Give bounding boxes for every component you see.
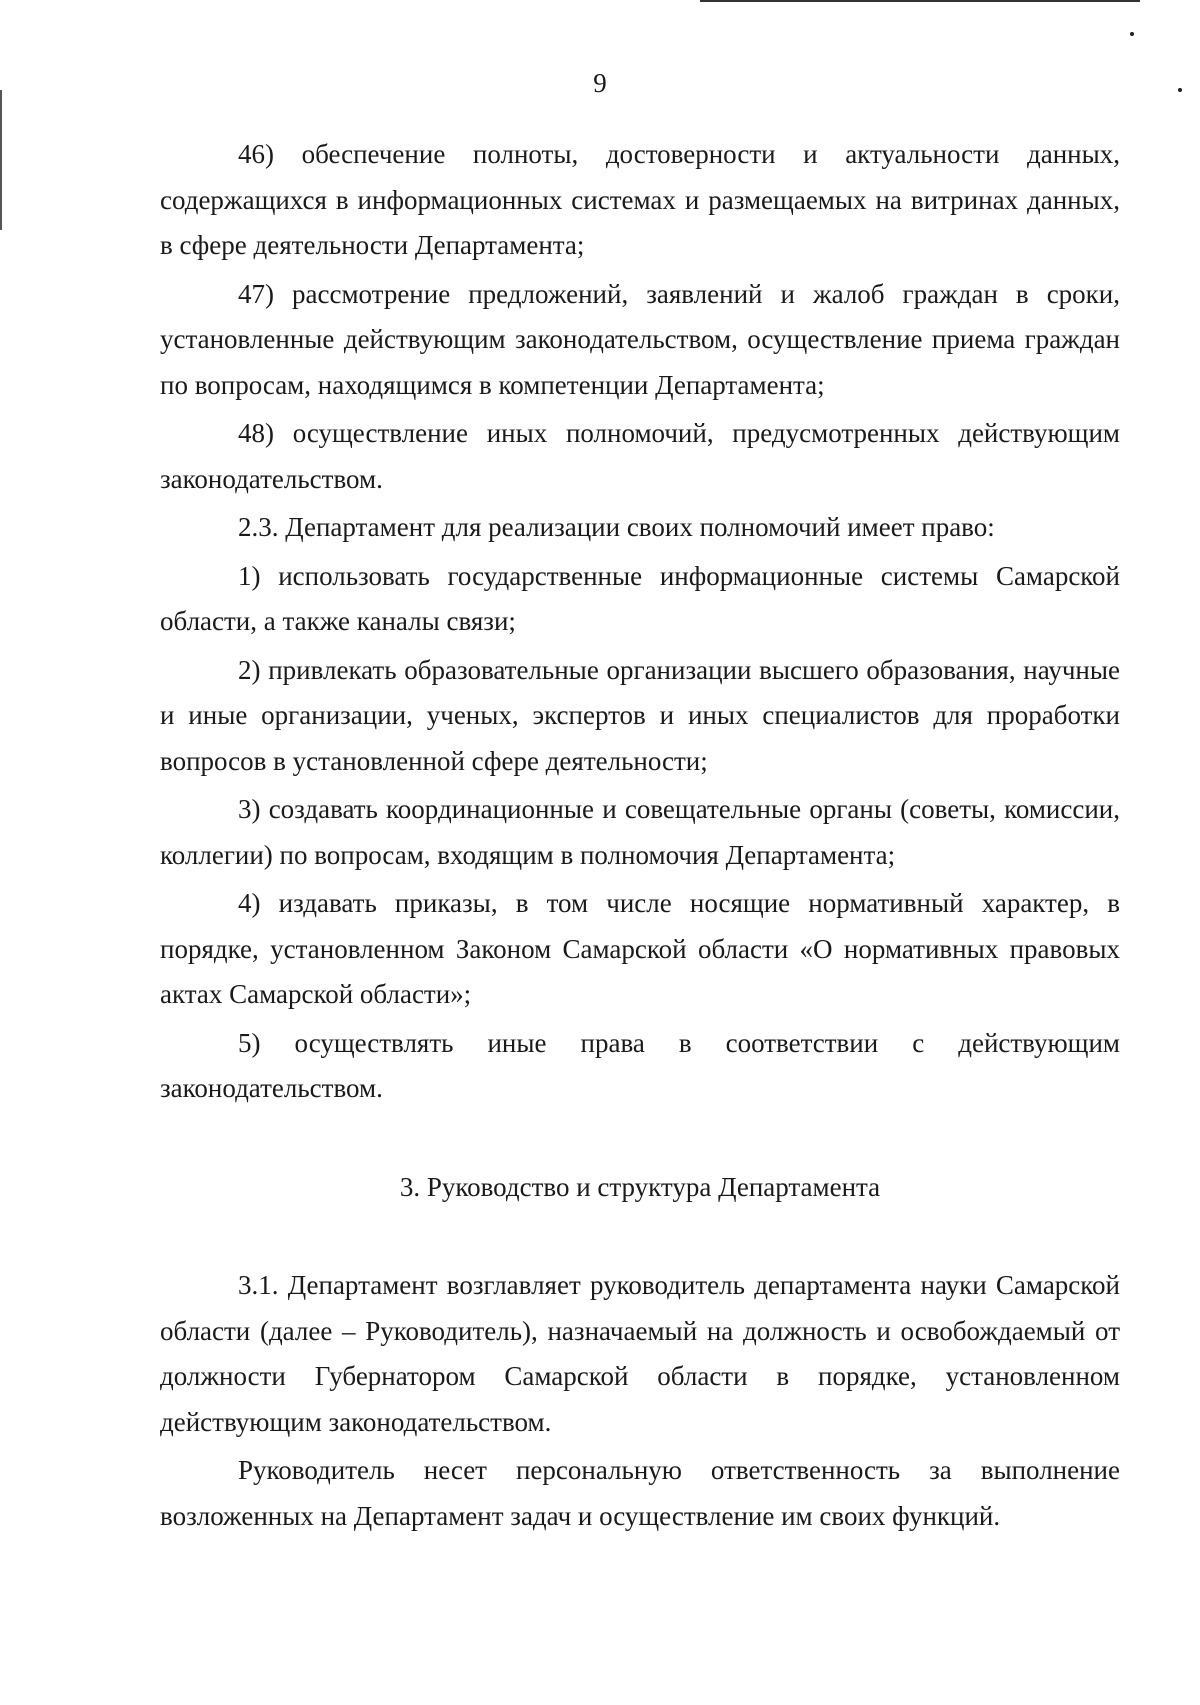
paragraph-item-47: 47) рассмотрение предложений, заявлений и жалоб граждан в сроки, установленные действующим законодательством, осуществление приема граждан по вопросам, находящимся в компетенции Департамента; — [160, 278, 1120, 400]
document-body — [160, 132, 1120, 1539]
scan-edge-left — [0, 90, 2, 230]
section-title: 3. Руководство и структура Департамента — [399, 1171, 881, 1202]
paragraph-responsibility: Руководитель несет персональную ответственность за выполнение возложенных на Департамент задач и осуществление им своих функций. — [160, 1455, 1120, 1531]
paragraph-right-4: 4) издавать приказы, в том числе носящие нормативный характер, в порядке, установленном Законом Самарской области «О нормативных правовых актах Самарской области»; — [160, 888, 1120, 1009]
paragraph-right-5: 5) осуществлять иные права в соответствии с действующим законодательством. — [160, 1027, 1120, 1103]
scan-edge-top — [700, 0, 1140, 2]
scan-speck — [1130, 32, 1134, 36]
paragraph-item-48: 48) осуществление иных полномочий, предусмотренных действующим законодательством. — [160, 418, 1120, 494]
paragraph-item-46: 46) обеспечение полноты, достоверности и актуальности данных, содержащихся в информационных системах и размещаемых на витринах данных, в сфере деятельности Департамента; — [160, 139, 1120, 260]
paragraph-2-3: 2.3. Департамент для реализации своих полномочий имеет право: — [238, 512, 995, 542]
page-number: 9 — [593, 68, 607, 98]
paragraph-right-3: 3) создавать координационные и совещательные органы (советы, комиссии, коллегии) по вопросам, входящим в полномочия Департамента; — [160, 794, 1120, 870]
paragraph-right-1: 1) использовать государственные информационные системы Самарской области, а также каналы связи; — [160, 560, 1120, 636]
paragraph-right-2: 2) привлекать образовательные организации высшего образования, научные и иные организации, ученых, экспертов и иных специалистов для проработки вопросов в установленной сфере деятельности; — [160, 654, 1120, 776]
paragraph-3-1: 3.1. Департамент возглавляет руководитель департамента науки Самарской области (далее – Руководитель), назначаемый на должность и освобождаемый от должности Губернатором Самарской области в порядке, установленном действующим законодательством. — [160, 1270, 1120, 1437]
